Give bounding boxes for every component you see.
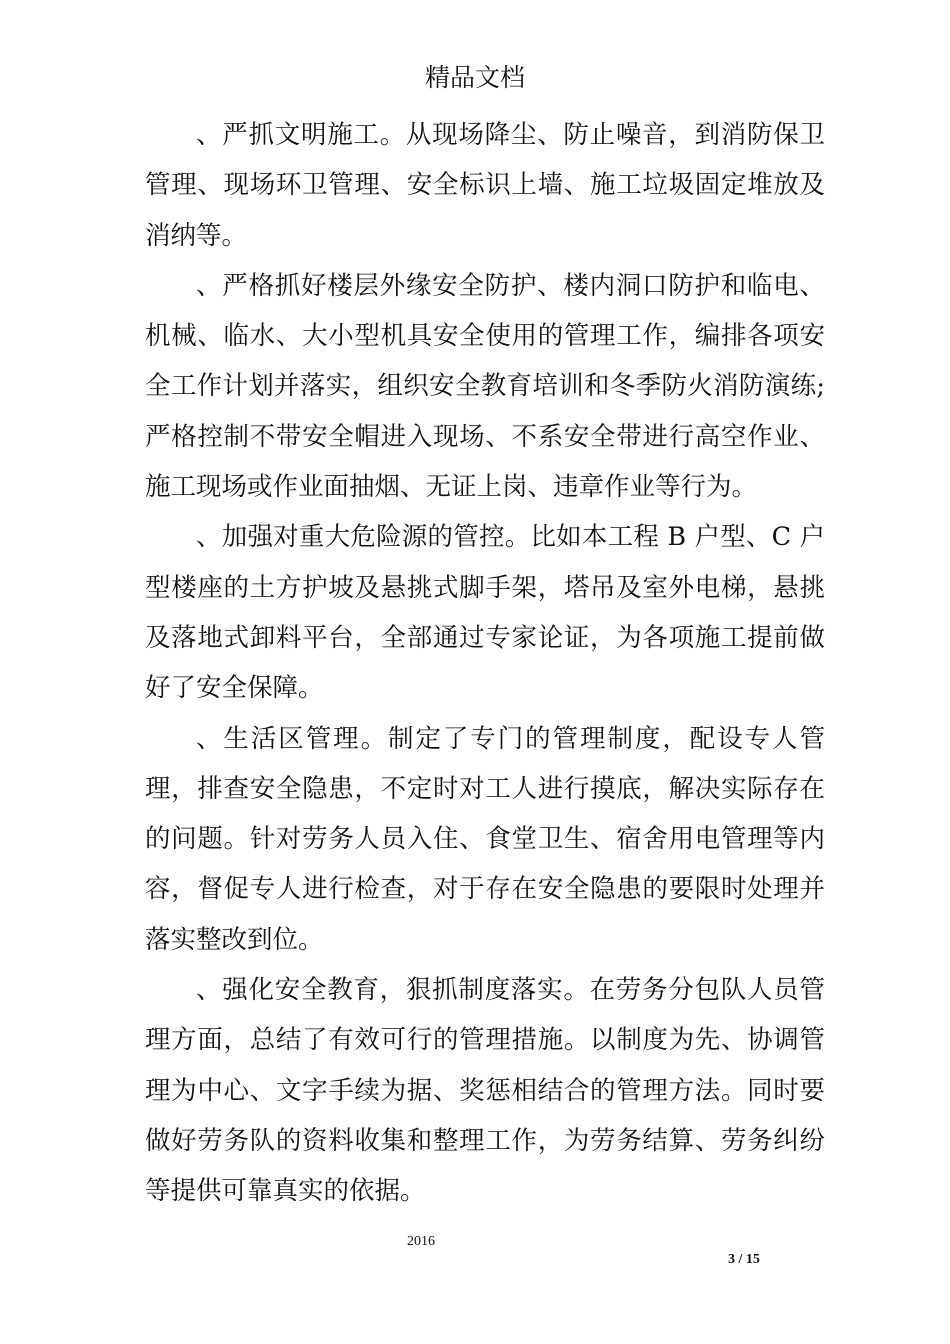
paragraph-living-area-management: 、生活区管理。制定了专门的管理制度，配设专人管理，排查安全隐患，不定时对工人进行摸底，解决实际存在的问题。针对劳务人员入住、食堂卫生、宿舍用电管理等内容，督促专人进行检查，对于存在安全隐患的要限时处理并落实整改到位。 — [145, 723, 825, 955]
page-number: 3 / 15 — [728, 1252, 760, 1267]
paragraph-safety-protection: 、严格抓好楼层外缘安全防护、楼内洞口防护和临电、机械、临水、大小型机具安全使用的管理工作，编排各项安全工作计划并落实，组织安全教育培训和冬季防火消防演练;严格控制不带安全帽进入现场、不系安全带进行高空作业、施工现场或作业面抽烟、无证上岗、违章作业等行为。 — [145, 270, 825, 503]
paragraph-hazard-control: 、加强对重大危险源的管控。比如本工程 B 户型、C 户型楼座的土方护坡及悬挑式脚手架，塔吊及室外电梯，悬挑及落地式卸料平台，全部通过专家论证，为各项施工提前做好了安全保障。 — [145, 522, 825, 704]
document-body — [145, 110, 825, 1217]
paragraph-safety-education: 、强化安全教育，狠抓制度落实。在劳务分包队人员管理方面，总结了有效可行的管理措施。以制度为先、协调管理为中心、文字手续为据、奖惩相结合的管理方法。同时要做好劳务队的资料收集和整理工作，为劳务结算、劳务纠纷等提供可靠真实的依据。 — [145, 975, 825, 1207]
paragraph-civilized-construction: 、严抓文明施工。从现场降尘、防止噪音，到消防保卫管理、现场环卫管理、安全标识上墙、施工垃圾固定堆放及消纳等。 — [145, 120, 825, 251]
footer-year: 2016 — [407, 1234, 435, 1249]
page-header-title: 精品文档 — [424, 63, 525, 92]
